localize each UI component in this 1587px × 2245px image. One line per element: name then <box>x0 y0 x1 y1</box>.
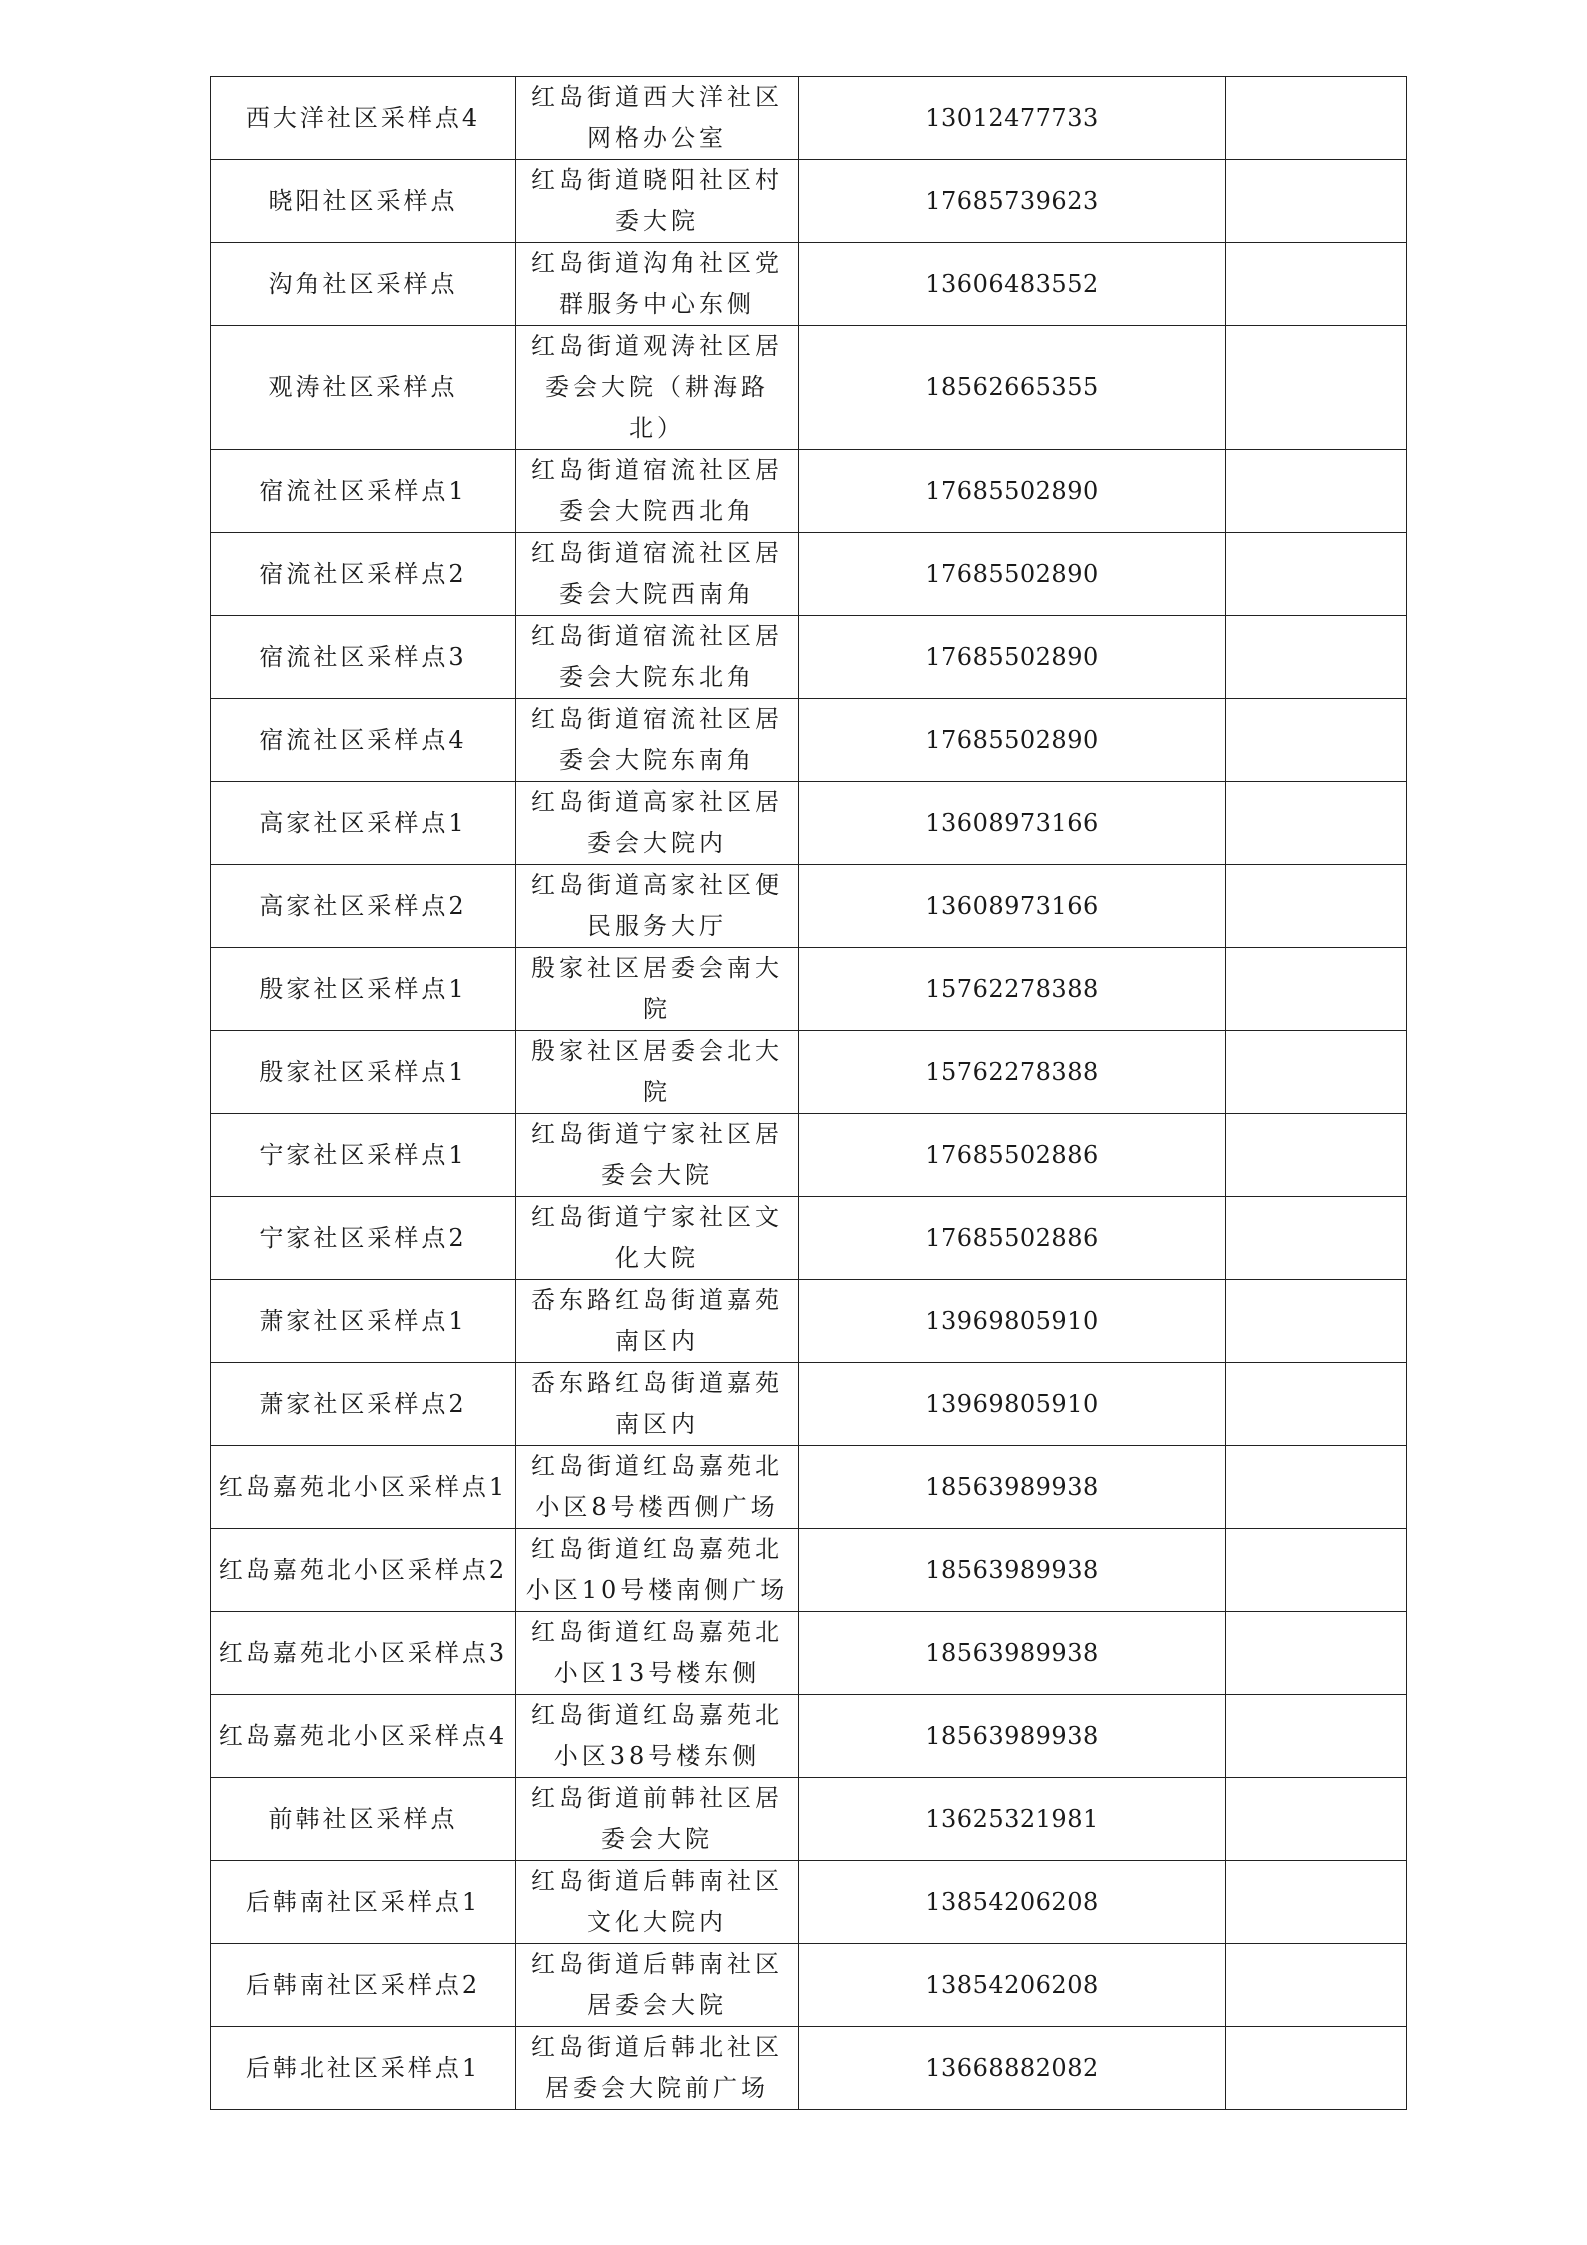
table-row <box>211 616 1407 699</box>
site-name-cell <box>211 243 516 326</box>
site-name-text: 红岛嘉苑北小区采样点4 <box>218 1721 508 1750</box>
site-name-text: 宿流社区采样点2 <box>259 559 467 588</box>
site-address-text: 红岛街道高家社区居委会大院内 <box>531 788 783 857</box>
contact-phone-cell <box>799 1446 1226 1529</box>
site-name-cell <box>211 1695 516 1778</box>
note-cell <box>1226 1280 1407 1363</box>
note-cell <box>1226 2027 1407 2110</box>
table-row <box>211 1695 1407 1778</box>
note-cell <box>1226 616 1407 699</box>
site-address-cell <box>516 1197 799 1280</box>
table-row <box>211 1529 1407 1612</box>
site-name-cell <box>211 1197 516 1280</box>
site-name-cell <box>211 1446 516 1529</box>
contact-phone-cell <box>799 1114 1226 1197</box>
note-cell <box>1226 1114 1407 1197</box>
contact-phone-text: 17685502890 <box>925 559 1099 588</box>
contact-phone-cell <box>799 1944 1226 2027</box>
site-address-cell <box>516 326 799 450</box>
site-name-text: 观涛社区采样点 <box>268 373 458 401</box>
contact-phone-text: 17685502886 <box>925 1223 1099 1252</box>
site-address-cell <box>516 1280 799 1363</box>
site-address-cell <box>516 77 799 160</box>
site-name-text: 萧家社区采样点2 <box>259 1389 467 1418</box>
contact-phone-cell <box>799 865 1226 948</box>
site-name-cell <box>211 948 516 1031</box>
site-address-text: 殷家社区居委会南大院 <box>531 954 783 1023</box>
contact-phone-cell <box>799 1197 1226 1280</box>
site-address-cell <box>516 699 799 782</box>
contact-phone-text: 17685502890 <box>925 476 1099 505</box>
site-name-cell <box>211 2027 516 2110</box>
table-row <box>211 1944 1407 2027</box>
contact-phone-cell <box>799 1612 1226 1695</box>
contact-phone-text: 18563989938 <box>925 1472 1099 1501</box>
site-name-cell <box>211 1031 516 1114</box>
site-name-cell <box>211 1778 516 1861</box>
note-cell <box>1226 1031 1407 1114</box>
site-address-cell <box>516 1612 799 1695</box>
site-address-cell <box>516 1031 799 1114</box>
contact-phone-cell <box>799 450 1226 533</box>
note-cell <box>1226 77 1407 160</box>
site-address-text: 红岛街道晓阳社区村委大院 <box>531 166 783 235</box>
site-address-text: 红岛街道宿流社区居委会大院东南角 <box>531 705 783 774</box>
table-row <box>211 160 1407 243</box>
contact-phone-text: 17685502886 <box>925 1140 1099 1169</box>
site-address-text: 红岛街道前韩社区居委会大院 <box>531 1784 783 1853</box>
site-name-text: 高家社区采样点2 <box>259 891 467 920</box>
site-address-text: 红岛街道后韩北社区居委会大院前广场 <box>531 2033 783 2102</box>
contact-phone-text: 13606483552 <box>925 269 1099 298</box>
contact-phone-cell <box>799 1695 1226 1778</box>
contact-phone-text: 15762278388 <box>925 974 1099 1003</box>
contact-phone-cell <box>799 1363 1226 1446</box>
site-name-text: 沟角社区采样点 <box>268 269 458 298</box>
contact-phone-text: 13608973166 <box>925 891 1099 920</box>
note-cell <box>1226 1529 1407 1612</box>
site-name-text: 宿流社区采样点1 <box>259 476 467 505</box>
table-body <box>211 77 1407 2110</box>
table-row <box>211 699 1407 782</box>
site-address-text: 红岛街道宿流社区居委会大院西北角 <box>531 456 783 525</box>
site-address-text: 红岛街道后韩南社区居委会大院 <box>531 1950 783 2019</box>
site-name-text: 后韩北社区采样点1 <box>245 2053 481 2082</box>
contact-phone-cell <box>799 160 1226 243</box>
contact-phone-cell <box>799 948 1226 1031</box>
site-name-text: 宁家社区采样点1 <box>259 1140 467 1169</box>
table-row <box>211 1778 1407 1861</box>
note-cell <box>1226 948 1407 1031</box>
table-row <box>211 450 1407 533</box>
site-name-text: 后韩南社区采样点2 <box>245 1970 481 1999</box>
site-address-cell <box>516 533 799 616</box>
note-cell <box>1226 243 1407 326</box>
site-name-text: 宿流社区采样点4 <box>259 725 467 754</box>
contact-phone-text: 18563989938 <box>925 1638 1099 1667</box>
site-name-text: 高家社区采样点1 <box>259 808 467 837</box>
site-name-cell <box>211 1280 516 1363</box>
contact-phone-cell <box>799 1529 1226 1612</box>
site-address-cell <box>516 1114 799 1197</box>
contact-phone-cell <box>799 2027 1226 2110</box>
site-name-cell <box>211 1861 516 1944</box>
site-address-text: 红岛街道宿流社区居委会大院东北角 <box>531 622 783 691</box>
table-row <box>211 782 1407 865</box>
site-address-text: 岙东路红岛街道嘉苑南区内 <box>531 1369 783 1438</box>
site-name-text: 晓阳社区采样点 <box>268 186 458 215</box>
table-row <box>211 1280 1407 1363</box>
site-name-cell <box>211 77 516 160</box>
contact-phone-text: 13608973166 <box>925 808 1099 837</box>
site-address-text: 红岛街道宿流社区居委会大院西南角 <box>531 539 783 608</box>
note-cell <box>1226 1363 1407 1446</box>
site-address-cell <box>516 1778 799 1861</box>
note-cell <box>1226 1695 1407 1778</box>
contact-phone-text: 13969805910 <box>925 1306 1099 1335</box>
table-row <box>211 1031 1407 1114</box>
site-address-text: 红岛街道红岛嘉苑北小区13号楼东侧 <box>531 1618 783 1687</box>
note-cell <box>1226 1197 1407 1280</box>
site-address-text: 红岛街道红岛嘉苑北小区8号楼西侧广场 <box>531 1452 783 1521</box>
site-address-cell <box>516 1363 799 1446</box>
table-row <box>211 1114 1407 1197</box>
site-name-cell <box>211 699 516 782</box>
site-name-cell <box>211 616 516 699</box>
note-cell <box>1226 865 1407 948</box>
site-address-cell <box>516 160 799 243</box>
site-name-cell <box>211 160 516 243</box>
note-cell <box>1226 1612 1407 1695</box>
note-cell <box>1226 782 1407 865</box>
site-address-text: 红岛街道沟角社区党群服务中心东侧 <box>531 249 783 318</box>
site-address-text: 岙东路红岛街道嘉苑南区内 <box>531 1286 783 1355</box>
site-name-text: 红岛嘉苑北小区采样点1 <box>218 1472 508 1501</box>
contact-phone-cell <box>799 77 1226 160</box>
table-row <box>211 1363 1407 1446</box>
contact-phone-cell <box>799 1031 1226 1114</box>
site-name-text: 前韩社区采样点 <box>268 1804 458 1833</box>
contact-phone-text: 17685739623 <box>925 186 1099 215</box>
note-cell <box>1226 533 1407 616</box>
site-name-cell <box>211 782 516 865</box>
site-address-cell <box>516 243 799 326</box>
site-address-text: 红岛街道西大洋社区网格办公室 <box>531 83 783 152</box>
site-address-text: 红岛街道高家社区便民服务大厅 <box>531 871 783 940</box>
site-address-cell <box>516 865 799 948</box>
site-name-text: 红岛嘉苑北小区采样点3 <box>218 1638 508 1667</box>
sampling-sites-table <box>210 76 1407 2110</box>
site-name-cell <box>211 865 516 948</box>
contact-phone-text: 15762278388 <box>925 1057 1099 1086</box>
table-row <box>211 2027 1407 2110</box>
site-address-cell <box>516 1529 799 1612</box>
note-cell <box>1226 1778 1407 1861</box>
contact-phone-text: 18563989938 <box>925 1555 1099 1584</box>
table-row <box>211 1446 1407 1529</box>
site-address-text: 红岛街道宁家社区居委会大院 <box>531 1120 783 1189</box>
contact-phone-cell <box>799 1280 1226 1363</box>
site-name-text: 西大洋社区采样点4 <box>245 103 481 132</box>
note-cell <box>1226 1446 1407 1529</box>
site-address-text: 红岛街道后韩南社区文化大院内 <box>531 1867 783 1936</box>
site-name-cell <box>211 450 516 533</box>
site-name-text: 殷家社区采样点1 <box>259 1057 467 1086</box>
contact-phone-cell <box>799 616 1226 699</box>
contact-phone-text: 13854206208 <box>925 1887 1099 1916</box>
contact-phone-text: 17685502890 <box>925 725 1099 754</box>
contact-phone-cell <box>799 699 1226 782</box>
site-address-text: 殷家社区居委会北大院 <box>531 1037 783 1106</box>
contact-phone-cell <box>799 533 1226 616</box>
contact-phone-text: 18563989938 <box>925 1721 1099 1750</box>
site-name-cell <box>211 1363 516 1446</box>
site-name-cell <box>211 326 516 450</box>
site-address-text: 红岛街道宁家社区文化大院 <box>531 1203 783 1272</box>
table-row <box>211 243 1407 326</box>
contact-phone-text: 13625321981 <box>925 1804 1099 1833</box>
site-name-text: 宿流社区采样点3 <box>259 642 467 671</box>
site-address-text: 红岛街道红岛嘉苑北小区10号楼南侧广场 <box>525 1535 789 1604</box>
contact-phone-text: 17685502890 <box>925 642 1099 671</box>
contact-phone-text: 13969805910 <box>925 1389 1099 1418</box>
site-name-cell <box>211 1944 516 2027</box>
site-address-text: 红岛街道观涛社区居委会大院（耕海路北） <box>531 332 783 442</box>
site-address-cell <box>516 1446 799 1529</box>
table-row <box>211 1612 1407 1695</box>
table-row <box>211 865 1407 948</box>
site-name-cell <box>211 533 516 616</box>
note-cell <box>1226 1861 1407 1944</box>
site-name-text: 宁家社区采样点2 <box>259 1223 467 1252</box>
site-address-cell <box>516 1861 799 1944</box>
site-name-cell <box>211 1612 516 1695</box>
contact-phone-text: 13668882082 <box>925 2053 1099 2082</box>
contact-phone-text: 13012477733 <box>925 103 1099 132</box>
site-address-cell <box>516 450 799 533</box>
note-cell <box>1226 160 1407 243</box>
note-cell <box>1226 1944 1407 2027</box>
contact-phone-cell <box>799 1861 1226 1944</box>
site-address-cell <box>516 616 799 699</box>
site-address-cell <box>516 782 799 865</box>
note-cell <box>1226 699 1407 782</box>
site-name-text: 红岛嘉苑北小区采样点2 <box>218 1555 508 1584</box>
site-address-cell <box>516 1944 799 2027</box>
site-name-cell <box>211 1529 516 1612</box>
site-address-cell <box>516 1695 799 1778</box>
table-row <box>211 948 1407 1031</box>
site-name-cell <box>211 1114 516 1197</box>
contact-phone-cell <box>799 326 1226 450</box>
contact-phone-cell <box>799 1778 1226 1861</box>
site-name-text: 萧家社区采样点1 <box>259 1306 467 1335</box>
contact-phone-text: 13854206208 <box>925 1970 1099 1999</box>
site-address-cell <box>516 2027 799 2110</box>
contact-phone-text: 18562665355 <box>925 373 1099 401</box>
table-row <box>211 77 1407 160</box>
site-address-text: 红岛街道红岛嘉苑北小区38号楼东侧 <box>531 1701 783 1770</box>
contact-phone-cell <box>799 243 1226 326</box>
table-row <box>211 326 1407 450</box>
note-cell <box>1226 326 1407 450</box>
contact-phone-cell <box>799 782 1226 865</box>
table-row <box>211 1197 1407 1280</box>
table-row <box>211 533 1407 616</box>
site-name-text: 殷家社区采样点1 <box>259 974 467 1003</box>
note-cell <box>1226 450 1407 533</box>
table-row <box>211 1861 1407 1944</box>
site-name-text: 后韩南社区采样点1 <box>245 1887 481 1916</box>
site-address-cell <box>516 948 799 1031</box>
